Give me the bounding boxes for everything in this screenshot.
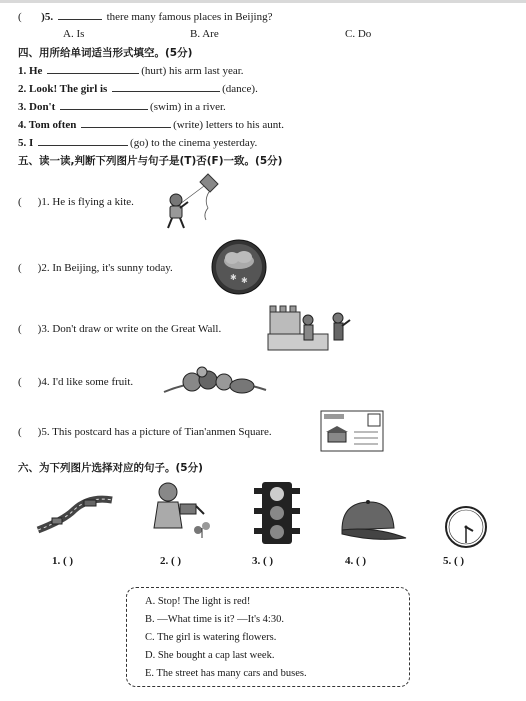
tf-sentence: )4. I'd like some fruit. [37, 376, 134, 388]
item-prefix: 3. Don't [18, 101, 56, 113]
tf-sentence: )5. This postcard has a picture of Tian'anmen Square. [37, 426, 272, 438]
fruit-illustration [162, 362, 268, 400]
choice-a: A. Stop! The light is red! [145, 596, 251, 607]
q5-top-line [18, 10, 272, 23]
fill-item-1 [18, 64, 244, 77]
option-c[interactable]: C. Do [345, 28, 372, 40]
fill-item-4 [18, 118, 284, 131]
tf-item-3 [18, 323, 221, 335]
answer-paren[interactable]: ( [18, 376, 22, 388]
match-label-4[interactable] [345, 555, 366, 567]
item-prefix: 5. I [18, 137, 34, 149]
girl-watering-illustration [146, 478, 218, 540]
match-label-5[interactable] [443, 555, 464, 567]
question-number: )5. [41, 11, 54, 23]
match-label-1[interactable] [52, 555, 73, 567]
answer-paren: ( [18, 11, 22, 23]
tf-item-1 [18, 196, 134, 208]
traffic-light-illustration [252, 480, 302, 548]
fill-blank[interactable] [60, 100, 148, 110]
tf-sentence: )1. He is flying a kite. [37, 196, 134, 208]
answer-paren[interactable]: ( [18, 426, 22, 438]
fill-blank[interactable] [58, 10, 102, 20]
postcard-illustration [320, 410, 384, 452]
section-6-heading: 六、为下列图片选择对应的句子。(5分) [18, 462, 203, 474]
label-text: 1. ( ) [52, 555, 74, 567]
snow-weather-icon [210, 238, 268, 296]
question-text: there many famous places in Beijing? [106, 11, 273, 23]
cap-illustration [334, 498, 410, 544]
item-hint: (go) to the cinema yesterday. [130, 137, 258, 149]
answer-paren[interactable]: ( [18, 323, 22, 335]
label-text: 4. ( ) [345, 555, 367, 567]
tf-item-4 [18, 376, 133, 388]
match-label-2[interactable] [160, 555, 181, 567]
option-b[interactable]: B. Are [190, 28, 219, 40]
fill-blank[interactable] [47, 64, 139, 74]
fill-blank[interactable] [81, 118, 171, 128]
item-prefix: 4. Tom often [18, 119, 77, 131]
tf-item-5 [18, 426, 272, 438]
fill-blank[interactable] [112, 82, 220, 92]
choice-b: B. —What time is it? —It's 4:30. [145, 614, 284, 625]
item-hint: (write) letters to his aunt. [173, 119, 285, 131]
item-prefix: 1. He [18, 65, 43, 77]
label-text: 2. ( ) [160, 555, 182, 567]
fill-item-3 [18, 100, 226, 113]
fill-item-2 [18, 82, 258, 95]
answer-paren[interactable]: ( [18, 196, 22, 208]
section-5-heading: 五、读一读,判断下列图片与句子是(T)否(F)一致。(5分) [18, 155, 283, 167]
svg-text:✱: ✱ [241, 276, 248, 285]
answer-paren[interactable]: ( [18, 262, 22, 274]
top-band [0, 0, 526, 3]
section-4-heading: 四、用所给单词适当形式填空。(5分) [18, 47, 193, 59]
choice-d: D. She bought a cap last week. [145, 650, 275, 661]
match-label-3[interactable] [252, 555, 273, 567]
label-text: 3. ( ) [252, 555, 274, 567]
tf-sentence: )2. In Beijing, it's sunny today. [37, 262, 173, 274]
fill-blank[interactable] [38, 136, 128, 146]
svg-text:✱: ✱ [230, 273, 237, 282]
tf-item-2 [18, 262, 173, 274]
choice-e: E. The street has many cars and buses. [145, 668, 307, 679]
item-hint: (dance). [222, 83, 258, 95]
choices-box [126, 587, 410, 687]
item-hint: (hurt) his arm last year. [141, 65, 244, 77]
item-hint: (swim) in a river. [150, 101, 226, 113]
tf-sentence: )3. Don't draw or write on the Great Wall. [37, 323, 222, 335]
street-cars-illustration [34, 490, 116, 538]
fill-item-5 [18, 136, 257, 149]
clock-illustration [444, 505, 488, 549]
kite-boy-illustration [160, 170, 220, 234]
great-wall-illustration [266, 300, 356, 358]
item-prefix: 2. Look! The girl is [18, 83, 108, 95]
choice-c: C. The girl is watering flowers. [145, 632, 277, 643]
option-a[interactable]: A. Is [63, 28, 85, 40]
label-text: 5. ( ) [443, 555, 465, 567]
